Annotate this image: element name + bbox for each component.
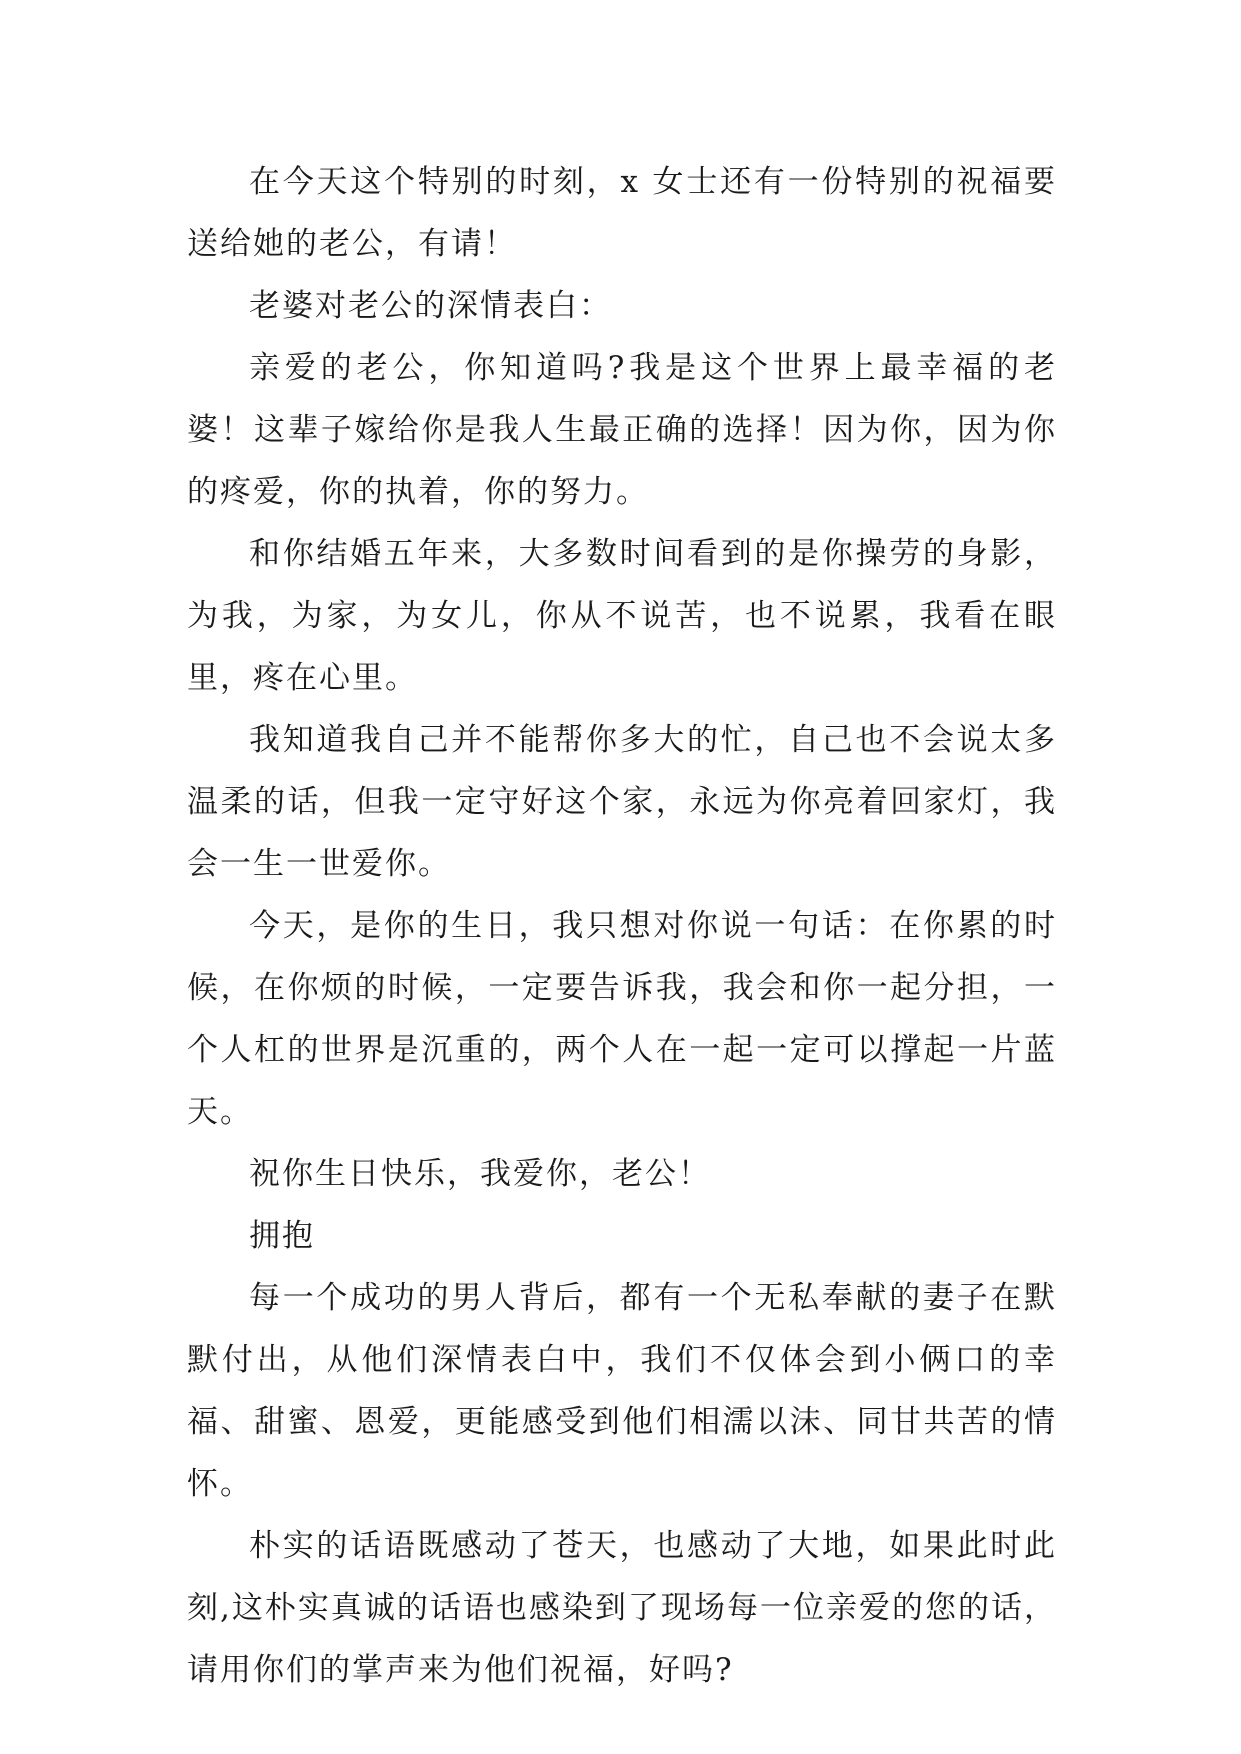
paragraph: 在今天这个特别的时刻，x 女士还有一份特别的祝福要送给她的老公，有请！ [187,164,1057,262]
paragraph: 拥抱 [249,1218,315,1254]
paragraph: 每一个成功的男人背后，都有一个无私奉献的妻子在默默付出，从他们深情表白中，我们不仅体会到小俩口的幸福、甜蜜、恩爱，更能感受到他们相濡以沫、同甘共苦的情怀。 [187,1280,1057,1502]
paragraph: 朴实的话语既感动了苍天，也感动了大地，如果此时此刻,这朴实真诚的话语也感染到了现场每一位亲爱的您的话，请用你们的掌声来为他们祝福，好吗? [187,1528,1057,1688]
paragraph: 祝你生日快乐，我爱你，老公！ [249,1156,711,1192]
document-body [187,151,1057,1701]
paragraph: 亲爱的老公，你知道吗?我是这个世界上最幸福的老婆！这辈子嫁给你是我人生最正确的选择！因为你，因为你的疼爱，你的执着，你的努力。 [187,350,1057,510]
paragraph: 我知道我自己并不能帮你多大的忙，自己也不会说太多温柔的话，但我一定守好这个家，永远为你亮着回家灯，我会一生一世爱你。 [187,722,1057,882]
paragraph: 老婆对老公的深情表白： [249,288,612,324]
paragraph: 今天，是你的生日，我只想对你说一句话：在你累的时候，在你烦的时候，一定要告诉我，我会和你一起分担，一个人杠的世界是沉重的，两个人在一起一定可以撑起一片蓝天。 [187,908,1057,1130]
paragraph: 和你结婚五年来，大多数时间看到的是你操劳的身影，为我，为家，为女儿，你从不说苦，也不说累，我看在眼里，疼在心里。 [187,536,1057,696]
